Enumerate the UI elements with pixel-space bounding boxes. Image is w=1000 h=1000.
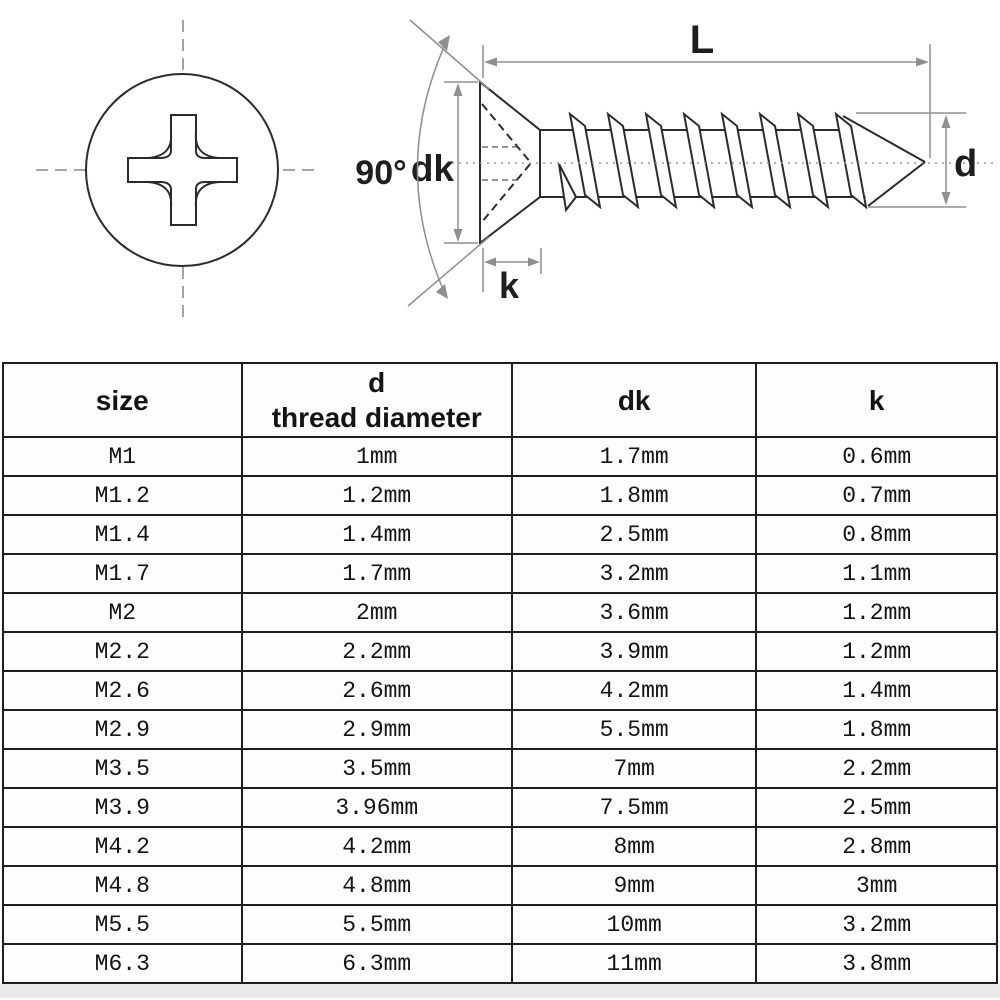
header-dk [512, 363, 757, 437]
cell-size: M4.2 [3, 827, 242, 866]
table-header [3, 363, 997, 437]
cell-d: 1.4mm [242, 515, 512, 554]
dimension-label-L: L [689, 18, 715, 62]
header-dk-label: dk [617, 384, 651, 416]
header-size-label: size [95, 384, 149, 416]
cell-d: 4.2mm [242, 827, 512, 866]
cell-d: 5.5mm [242, 905, 512, 944]
cell-k: 2.8mm [756, 827, 997, 866]
cell-k: 1.1mm [756, 554, 997, 593]
header-thread-diameter [242, 363, 512, 437]
header-thread-diameter-label: thread diameter [271, 402, 482, 433]
dimension-label-angle: 90° [355, 154, 407, 192]
technical-drawing-panel [0, 0, 1000, 362]
bottom-strip [0, 984, 1000, 998]
cell-k: 1.2mm [756, 593, 997, 632]
cell-dk: 3.6mm [512, 593, 757, 632]
table-row [3, 749, 997, 788]
dimension-label-d: d [954, 143, 978, 185]
cell-dk: 10mm [512, 905, 757, 944]
cell-k: 0.8mm [756, 515, 997, 554]
cell-d: 4.8mm [242, 866, 512, 905]
cell-size: M1.7 [3, 554, 242, 593]
table-row [3, 476, 997, 515]
screw-top-view [36, 20, 318, 320]
screw-technical-drawing [0, 0, 1000, 362]
cell-d: 1.7mm [242, 554, 512, 593]
cell-k: 3.2mm [756, 905, 997, 944]
cell-d: 2mm [242, 593, 512, 632]
table-row [3, 827, 997, 866]
cell-dk: 4.2mm [512, 671, 757, 710]
header-row [3, 363, 997, 437]
table-row [3, 788, 997, 827]
cell-dk: 7mm [512, 749, 757, 788]
cell-k: 0.6mm [756, 437, 997, 476]
table-row [3, 671, 997, 710]
dimension-label-k: k [498, 265, 520, 306]
screw-side-view [452, 82, 995, 243]
cell-dk: 2.5mm [512, 515, 757, 554]
header-k-label: k [868, 384, 885, 416]
table-row [3, 710, 997, 749]
cell-k: 1.4mm [756, 671, 997, 710]
cell-d: 3.96mm [242, 788, 512, 827]
cell-d: 6.3mm [242, 944, 512, 983]
cell-size: M5.5 [3, 905, 242, 944]
thread-blades [559, 114, 866, 210]
cell-dk: 11mm [512, 944, 757, 983]
cell-dk: 3.9mm [512, 632, 757, 671]
cell-dk: 8mm [512, 827, 757, 866]
cell-dk: 7.5mm [512, 788, 757, 827]
cell-d: 2.6mm [242, 671, 512, 710]
cell-d: 1.2mm [242, 476, 512, 515]
cell-d: 3.5mm [242, 749, 512, 788]
table-row [3, 632, 997, 671]
cell-k: 1.8mm [756, 710, 997, 749]
table-body [3, 437, 997, 983]
cell-size: M6.3 [3, 944, 242, 983]
cell-size: M1.4 [3, 515, 242, 554]
spec-table-section [0, 362, 1000, 984]
table-row [3, 944, 997, 983]
cell-k: 2.5mm [756, 788, 997, 827]
dimension-label-dk: dk [410, 148, 454, 189]
cell-size: M3.5 [3, 749, 242, 788]
cell-dk: 3.2mm [512, 554, 757, 593]
header-d-label: d [368, 367, 386, 398]
cell-k: 0.7mm [756, 476, 997, 515]
cell-k: 3.8mm [756, 944, 997, 983]
cell-d: 1mm [242, 437, 512, 476]
table-row [3, 515, 997, 554]
table-row [3, 593, 997, 632]
cell-d: 2.9mm [242, 710, 512, 749]
table-row [3, 905, 997, 944]
cell-size: M1 [3, 437, 242, 476]
cell-size: M1.2 [3, 476, 242, 515]
cell-size: M3.9 [3, 788, 242, 827]
header-k [756, 363, 997, 437]
cell-dk: 1.8mm [512, 476, 757, 515]
cell-size: M2.2 [3, 632, 242, 671]
cell-d: 2.2mm [242, 632, 512, 671]
cell-size: M4.8 [3, 866, 242, 905]
cell-k: 3mm [756, 866, 997, 905]
cell-k: 1.2mm [756, 632, 997, 671]
header-size [3, 363, 242, 437]
cell-size: M2 [3, 593, 242, 632]
cell-size: M2.9 [3, 710, 242, 749]
cell-k: 2.2mm [756, 749, 997, 788]
cell-size: M2.6 [3, 671, 242, 710]
cell-dk: 5.5mm [512, 710, 757, 749]
table-row [3, 866, 997, 905]
screw-dimensions-table [2, 362, 998, 984]
table-row [3, 554, 997, 593]
cell-dk: 1.7mm [512, 437, 757, 476]
table-row [3, 437, 997, 476]
cell-dk: 9mm [512, 866, 757, 905]
screw-head-circle [86, 74, 278, 266]
